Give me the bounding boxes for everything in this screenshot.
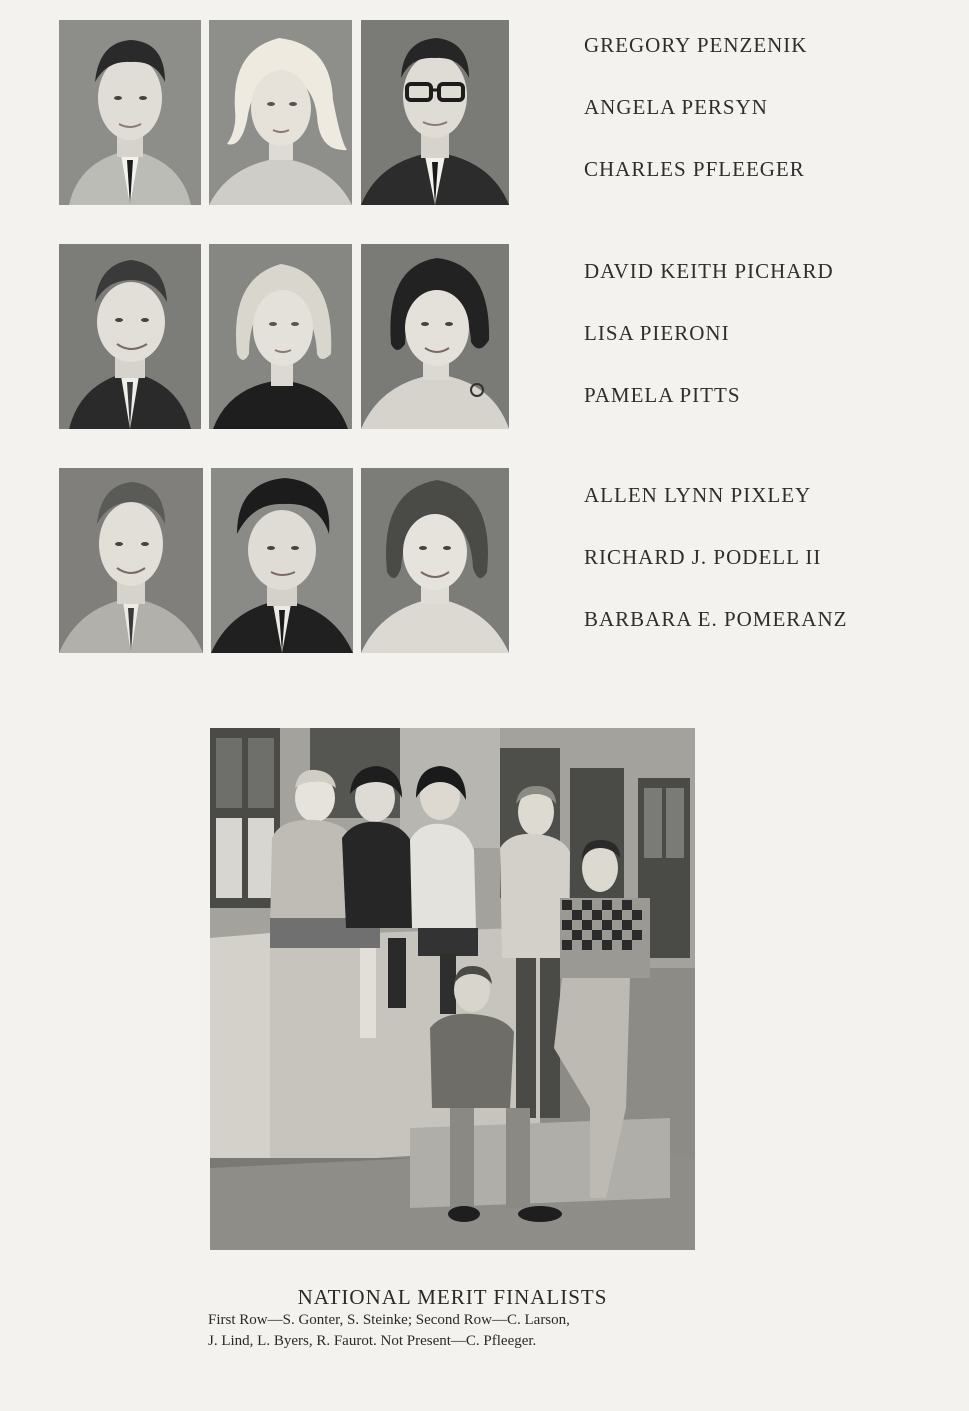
portrait-lisa-pieroni bbox=[209, 244, 352, 429]
portrait-gregory-penzenik bbox=[59, 20, 201, 205]
caption-line-2: J. Lind, L. Byers, R. Faurot. Not Present—C. Pfleeger. bbox=[208, 1333, 537, 1349]
student-name: RICHARD J. PODELL II bbox=[584, 545, 822, 569]
student-name: CHARLES PFLEEGER bbox=[584, 157, 805, 181]
student-name: PAMELA PITTS bbox=[584, 383, 741, 407]
caption-line-1: First Row—S. Gonter, S. Steinke; Second Row—C. Larson, bbox=[208, 1312, 570, 1328]
group-photo-national-merit-finalists bbox=[210, 728, 695, 1250]
portrait-david-keith-pichard bbox=[59, 244, 201, 429]
student-name: ALLEN LYNN PIXLEY bbox=[584, 483, 812, 507]
portrait-barbara-e-pomeranz bbox=[361, 468, 509, 653]
student-name: GREGORY PENZENIK bbox=[584, 33, 808, 57]
student-name: DAVID KEITH PICHARD bbox=[584, 259, 834, 283]
portrait-angela-persyn bbox=[209, 20, 352, 205]
portrait-charles-pfleeger bbox=[361, 20, 509, 205]
portrait-richard-j-podell-ii bbox=[211, 468, 353, 653]
student-name: LISA PIERONI bbox=[584, 321, 730, 345]
student-name: ANGELA PERSYN bbox=[584, 95, 768, 119]
portrait-pamela-pitts bbox=[361, 244, 509, 429]
caption-title: NATIONAL MERIT FINALISTS bbox=[297, 1285, 608, 1309]
student-name: BARBARA E. POMERANZ bbox=[584, 607, 848, 631]
portrait-allen-lynn-pixley bbox=[59, 468, 203, 653]
